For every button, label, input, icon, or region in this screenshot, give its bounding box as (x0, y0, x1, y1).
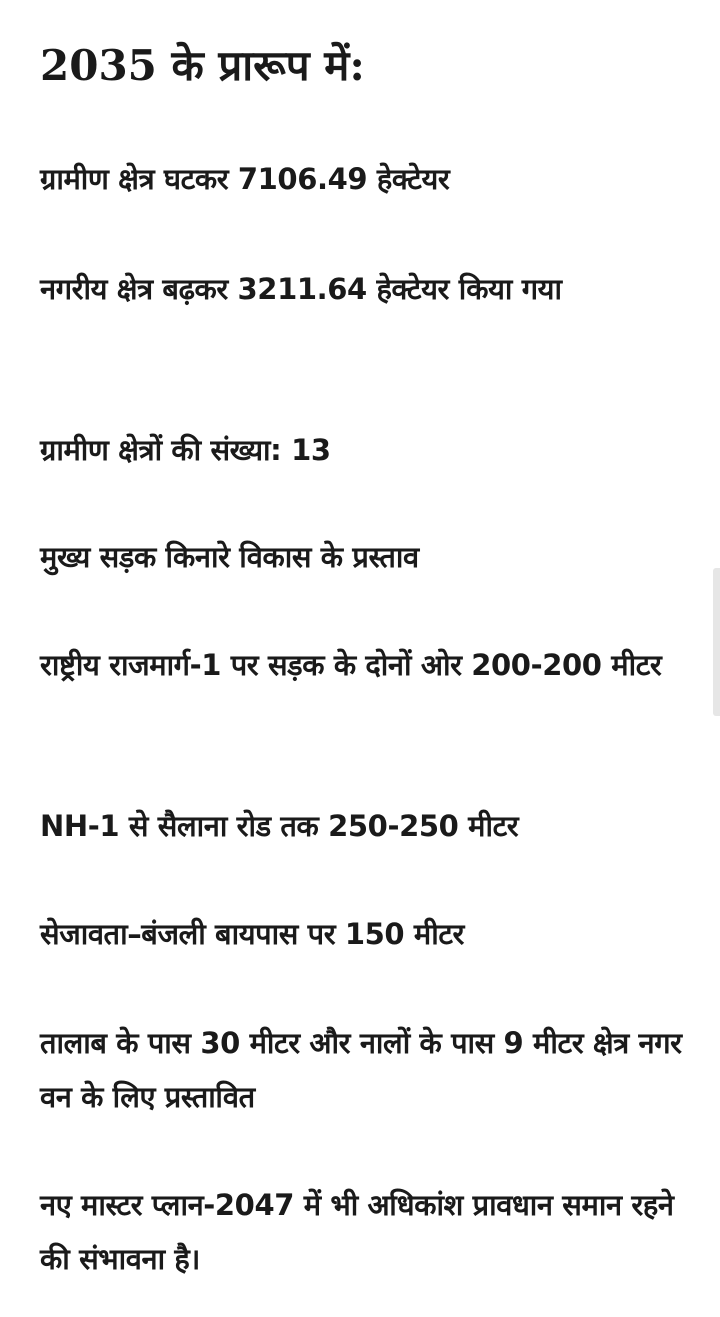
paragraph-urban-area: नगरीय क्षेत्र बढ़कर 3211.64 हेक्टेयर किया गया (40, 272, 562, 306)
paragraph-nh1-both-sides: राष्ट्रीय राजमार्ग-1 पर सड़क के दोनों ओर 200-200 मीटर (40, 648, 662, 682)
paragraph-roadside-proposal: मुख्य सड़क किनारे विकास के प्रस्ताव (40, 540, 419, 574)
paragraph-masterplan-2047: नए मास्टर प्लान-2047 में भी अधिकांश प्रावधान समान रहने की संभावना है। (40, 1188, 674, 1276)
paragraph-rural-count: ग्रामीण क्षेत्रों की संख्या: 13 (40, 433, 331, 467)
paragraph-city-forest: तालाब के पास 30 मीटर और नालों के पास 9 मीटर क्षेत्र नगर वन के लिए प्रस्तावित (40, 1026, 682, 1114)
article-heading: 2035 के प्रारूप में: (40, 41, 365, 90)
scrollbar[interactable] (713, 568, 720, 716)
paragraph-nh1-sailana-road: NH-1 से सैलाना रोड तक 250-250 मीटर (40, 809, 519, 843)
paragraph-rural-area: ग्रामीण क्षेत्र घटकर 7106.49 हेक्टेयर (40, 162, 450, 196)
paragraph-bypass: सेजावता–बंजली बायपास पर 150 मीटर (40, 917, 465, 951)
